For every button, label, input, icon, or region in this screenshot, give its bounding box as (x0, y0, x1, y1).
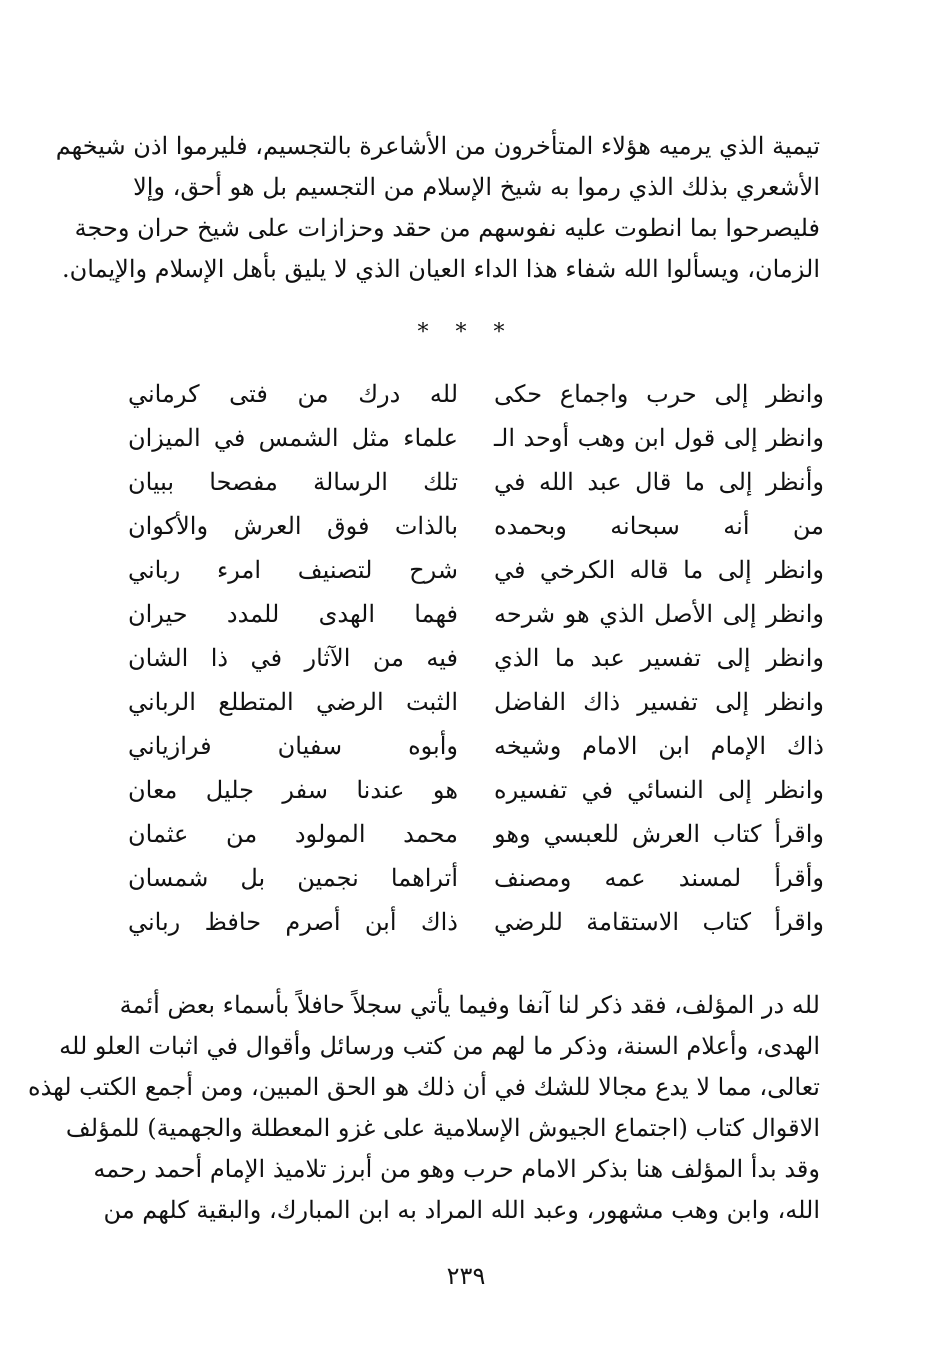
verse-first-hemistich: ذاك الإمام ابن الامام وشيخه (494, 732, 824, 760)
poem-verse (128, 680, 824, 724)
poem-verse (128, 768, 824, 812)
page-number: ٢٣٩ (446, 1262, 486, 1290)
poem-verse (128, 416, 824, 460)
poem-verse (128, 724, 824, 768)
verse-first-hemistich: واقرأ كتاب الاستقامة للرضي (494, 908, 824, 936)
text-line: لله در المؤلف، فقد ذكر لنا آنفا وفيما يأتي سجلاً حافلاً بأسماء بعض أئمة (119, 991, 820, 1019)
verse-first-hemistich: وانظر إلى النسائي في تفسيره (494, 776, 824, 804)
top-paragraph (55, 126, 820, 290)
text-line: الأشعري بذلك الذي رموا به شيخ الإسلام من التجسيم بل هو أحق، وإلا (133, 173, 820, 201)
poem-verse (128, 636, 824, 680)
verse-first-hemistich: وانظر إلى حرب واجماع حكى (494, 380, 824, 408)
section-separator: * * * (417, 320, 515, 345)
verse-first-hemistich: وانظر إلى الأصل الذي هو شرحه (494, 600, 824, 628)
verse-first-hemistich: وأنظر إلى ما قال عبد الله في (494, 468, 824, 496)
poem-verse (128, 548, 824, 592)
verse-second-hemistich: لله درك من فتى كرماني (128, 380, 458, 408)
bottom-paragraph (28, 985, 820, 1231)
poem-verse (128, 856, 824, 900)
verse-first-hemistich: من أنه سبحانه وبحمده (494, 512, 824, 540)
verse-second-hemistich: وأبوه سفيان فرازياني (128, 732, 458, 760)
poem-verse (128, 592, 824, 636)
verse-second-hemistich: شرح لتصنيف امرء رباني (128, 556, 458, 584)
verse-second-hemistich: الثبت الرضي المتطلع الرباني (128, 688, 458, 716)
verse-second-hemistich: هو عندنا سفر جليل معان (128, 776, 458, 804)
verse-second-hemistich: بالذات فوق العرش والأكوان (128, 512, 458, 540)
verse-second-hemistich: تلك الرسالة مفصحا ببيان (128, 468, 458, 496)
poem-verse (128, 504, 824, 548)
verse-first-hemistich: وانظر إلى تفسير عبد ما الذي (494, 644, 824, 672)
text-line: الله، وابن وهب مشهور، وعبد الله المراد به ابن المبارك، والبقية كلهم من (103, 1196, 820, 1224)
text-line: الاقوال كتاب (اجتماع الجيوش الإسلامية على غزو المعطلة والجهمية) للمؤلف (65, 1114, 820, 1142)
poem-verse (128, 812, 824, 856)
verse-first-hemistich: وانظر إلى ما قاله الكرخي في (494, 556, 824, 584)
poem-verse (128, 900, 824, 944)
verse-second-hemistich: أتراهما نجمين بل شمسان (128, 864, 458, 892)
text-line: تيمية الذي يرميه هؤلاء المتأخرون من الأشاعرة بالتجسيم، فليرموا اذن شيخهم (55, 132, 820, 160)
text-line: وقد بدأ المؤلف هنا بذكر الامام حرب وهو من أبرز تلاميذ الإمام أحمد رحمه (93, 1155, 820, 1183)
poem (128, 372, 824, 952)
verse-first-hemistich: وانظر إلى تفسير ذاك الفاضل (494, 688, 824, 716)
verse-first-hemistich: وانظر إلى قول ابن وهب أوحد الـ (494, 424, 824, 452)
verse-second-hemistich: فيه من الآثار في ذا الشان (128, 644, 458, 672)
verse-first-hemistich: وأقرأ لمسند عمه ومصنف (494, 864, 824, 892)
text-line: الزمان، ويسألوا الله شفاء هذا الداء العيان الذي لا يليق بأهل الإسلام والإيمان. (62, 255, 820, 283)
text-line: تعالى، مما لا يدع مجالا للشك في أن ذلك هو الحق المبين، ومن أجمع الكتب لهذه (28, 1073, 820, 1101)
text-line: فليصرحوا بما انطوت عليه نفوسهم من حقد وحزازات على شيخ حران وحجة (74, 214, 820, 242)
verse-second-hemistich: ذاك أبن أصرم حافظ رباني (128, 908, 458, 936)
verse-second-hemistich: علماء مثل الشمس في الميزان (128, 424, 458, 452)
text-line: الهدى، وأعلام السنة، وذكر ما لهم من كتب ورسائل وأقوال في اثبات العلو لله (59, 1032, 820, 1060)
verse-first-hemistich: واقرأ كتاب العرش للعبسي وهو (494, 820, 824, 848)
verse-second-hemistich: محمد المولود من عثمان (128, 820, 458, 848)
poem-verse (128, 372, 824, 416)
verse-second-hemistich: فهما الهدى للمدد حيران (128, 600, 458, 628)
poem-verse (128, 460, 824, 504)
